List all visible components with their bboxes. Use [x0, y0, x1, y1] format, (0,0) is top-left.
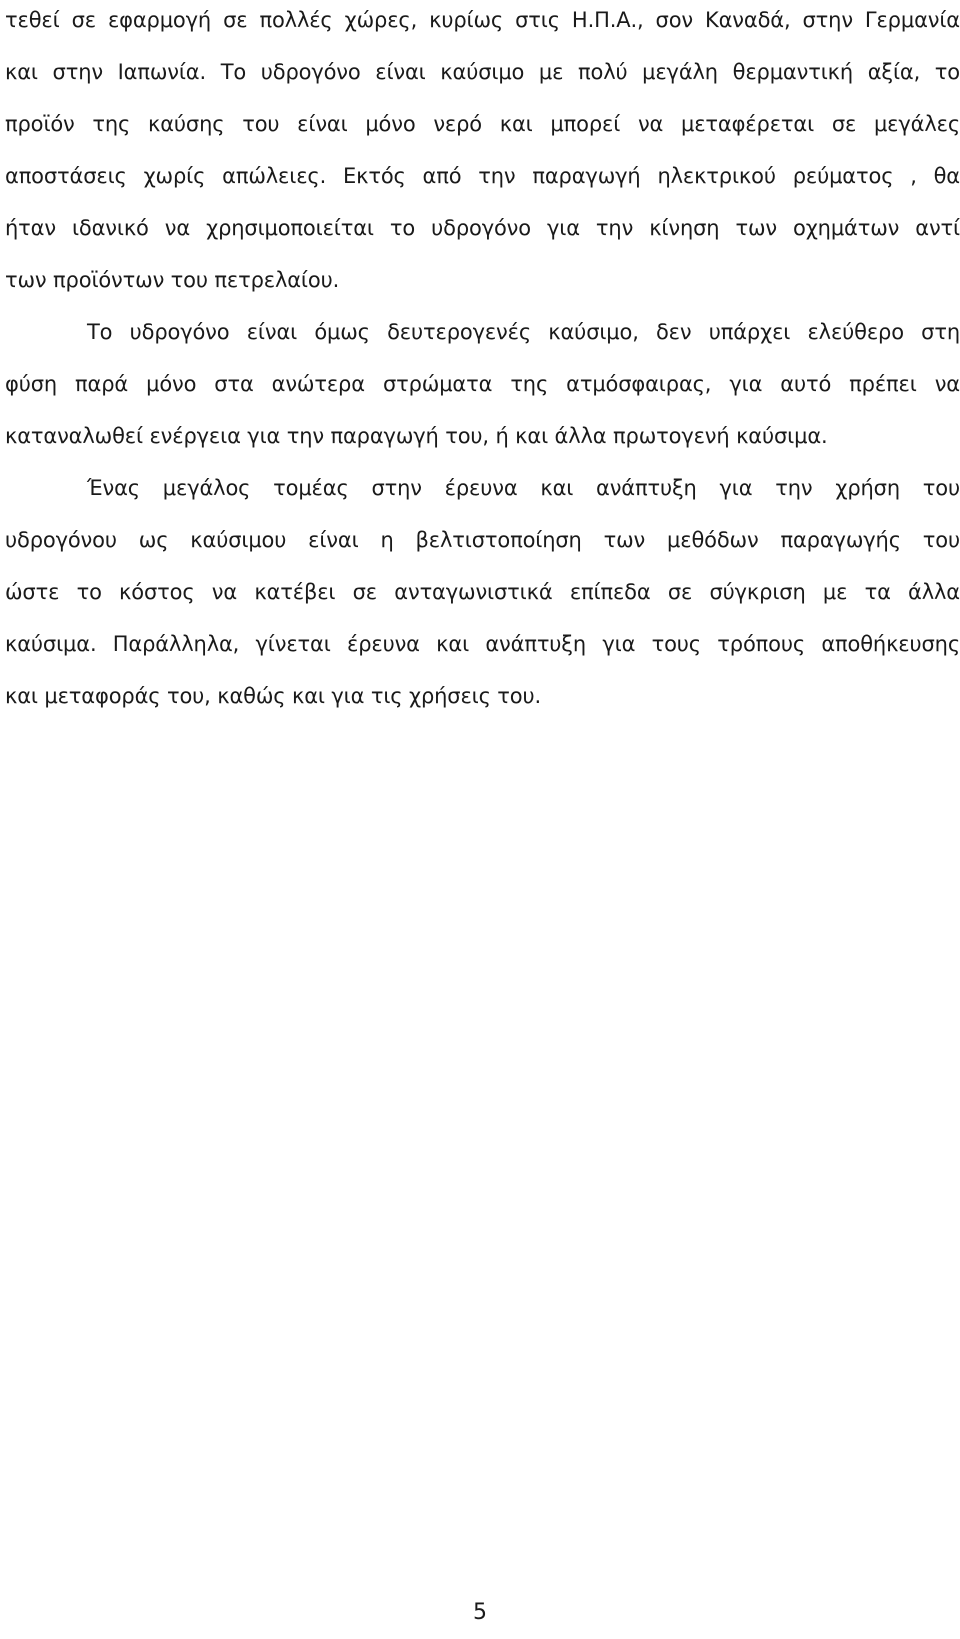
text-line: και μεταφοράς του, καθώς και για τις χρήσεις του.: [5, 684, 542, 708]
text-line: φύση παρά μόνο στα ανώτερα στρώματα της ατμόσφαιρας, για αυτό πρέπει να: [5, 372, 960, 396]
paragraph-3: [5, 468, 960, 728]
text-line: ήταν ιδανικό να χρησιμοποιείται το υδρογόνο για την κίνηση των οχημάτων αντί: [5, 216, 960, 240]
text-line: τεθεί σε εφαρμογή σε πολλές χώρες, κυρίως στις Η.Π.Α., σον Καναδά, στην Γερμανία: [5, 8, 960, 32]
text-line: ώστε το κόστος να κατέβει σε ανταγωνιστικά επίπεδα σε σύγκριση με τα άλλα: [5, 580, 960, 604]
paragraph-1: [5, 0, 960, 312]
text-line: και στην Ιαπωνία. Το υδρογόνο είναι καύσιμο με πολύ μεγάλη θερμαντική αξία, το: [5, 60, 960, 84]
body-text: [5, 0, 960, 728]
text-line: υδρογόνου ως καύσιμου είναι η βελτιστοποίηση των μεθόδων παραγωγής του: [5, 528, 960, 552]
text-line: προϊόν της καύσης του είναι μόνο νερό και μπορεί να μεταφέρεται σε μεγάλες: [5, 112, 960, 136]
page-number: 5: [473, 1600, 487, 1625]
text-line: Ένας μεγάλος τομέας στην έρευνα και ανάπτυξη για την χρήση του: [87, 476, 960, 500]
text-line: Το υδρογόνο είναι όμως δευτερογενές καύσιμο, δεν υπάρχει ελεύθερο στη: [87, 320, 960, 344]
text-line: καταναλωθεί ενέργεια για την παραγωγή του, ή και άλλα πρωτογενή καύσιμα.: [5, 424, 828, 448]
paragraph-2: [5, 312, 960, 468]
text-line: καύσιμα. Παράλληλα, γίνεται έρευνα και ανάπτυξη για τους τρόπους αποθήκευσης: [5, 632, 960, 656]
text-line: των προϊόντων του πετρελαίου.: [5, 268, 340, 292]
text-line: αποστάσεις χωρίς απώλειες. Εκτός από την παραγωγή ηλεκτρικού ρεύματος , θα: [5, 164, 960, 188]
